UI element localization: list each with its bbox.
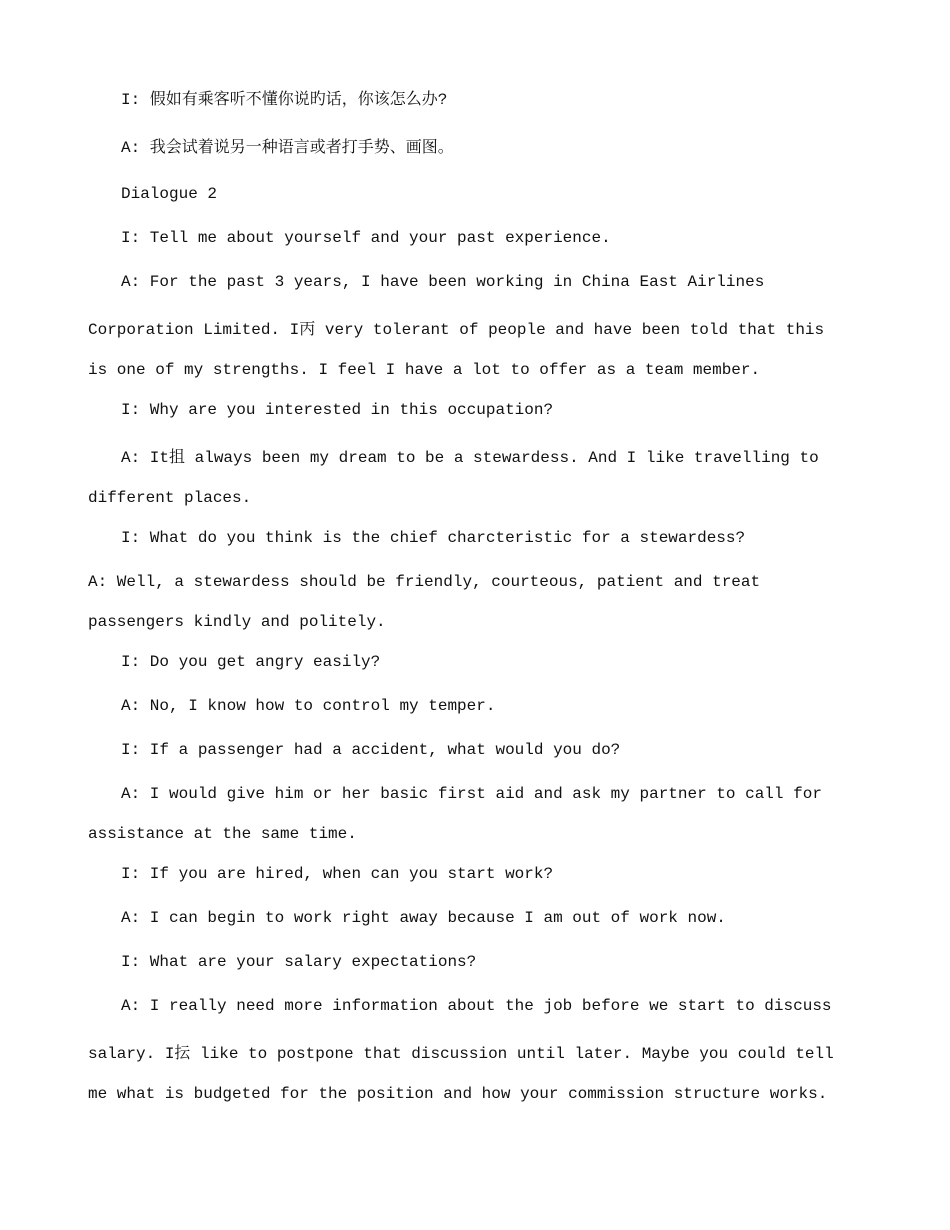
question-line: I: Why are you interested in this occupation? [121,401,554,419]
dialogue-heading: Dialogue 2 [121,185,218,203]
answer-line: A: It抯 always been my dream to be a stewardess. And I like travelling to [121,449,819,467]
answer-line: A: Well, a stewardess should be friendly, courteous, patient and treat [88,573,761,591]
answer-line: A: I can begin to work right away because I am out of work now. [121,909,726,927]
question-line: I: If you are hired, when can you start work? [121,865,554,883]
answer-continuation: different places. [88,489,252,507]
answer-continuation: me what is budgeted for the position and how your commission structure works. [88,1085,828,1103]
question-line: I: 假如有乘客听不懂你说旳话，你该怎么办? [121,91,448,109]
answer-line: A: 我会试着说另一种语言或者打手势、画图。 [121,139,454,157]
answer-continuation: salary. I抎 like to postpone that discussion until later. Maybe you could tell [88,1045,834,1063]
answer-line: A: I really need more information about the job before we start to discuss [121,997,832,1015]
question-line: I: Do you get angry easily? [121,653,381,671]
answer-continuation: passengers kindly and politely. [88,613,386,631]
question-line: I: Tell me about yourself and your past experience. [121,229,611,247]
answer-line: A: For the past 3 years, I have been working in China East Airlines [121,273,765,291]
question-line: I: What are your salary expectations? [121,953,477,971]
question-line: I: If a passenger had a accident, what would you do? [121,741,621,759]
answer-continuation: Corporation Limited. I丙 very tolerant of people and have been told that this [88,321,825,339]
answer-line: A: I would give him or her basic first aid and ask my partner to call for [121,785,822,803]
answer-continuation: assistance at the same time. [88,825,357,843]
answer-line: A: No, I know how to control my temper. [121,697,496,715]
question-line: I: What do you think is the chief charcteristic for a stewardess? [121,529,746,547]
answer-continuation: is one of my strengths. I feel I have a lot to offer as a team member. [88,361,761,379]
